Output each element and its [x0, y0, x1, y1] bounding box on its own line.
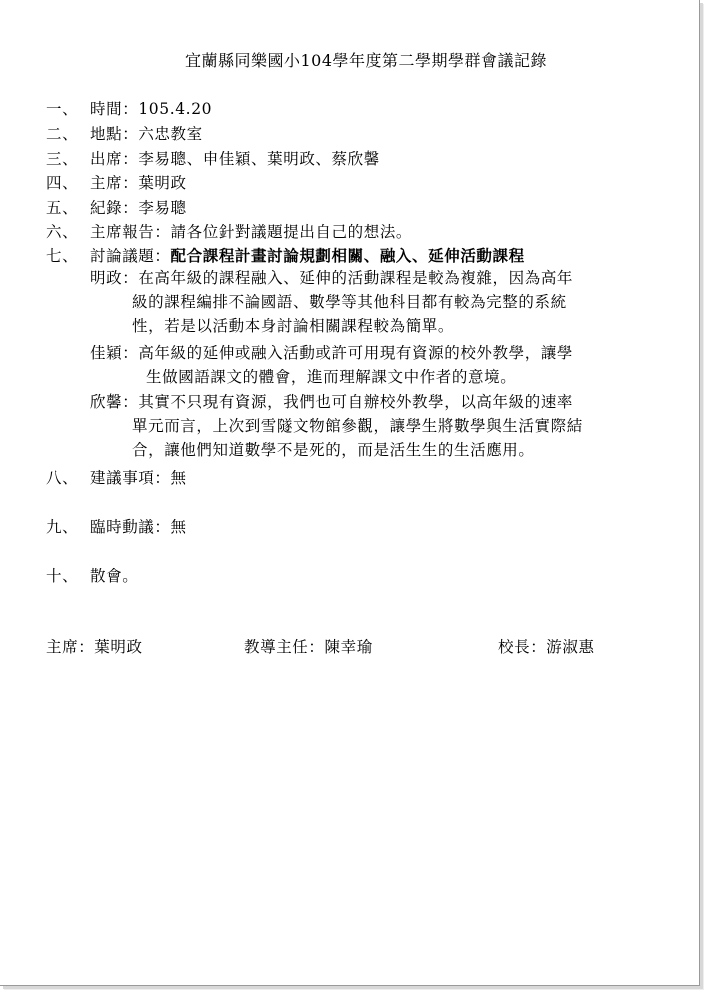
- item-number: 八、: [46, 469, 79, 487]
- discussion-text: 其實不只現有資源，我們也可自辦校外教學，以高年級的速率: [138, 393, 574, 411]
- item-recorder: [46, 196, 187, 218]
- item-label: 臨時動議：: [90, 518, 171, 536]
- item-location: [46, 122, 203, 144]
- item-value: 配合課程計畫討論規劃相關、融入、延伸活動課程: [170, 246, 525, 265]
- item-extempore-motion: [46, 515, 187, 537]
- item-adjourn: [46, 564, 138, 586]
- item-number: 九、: [46, 518, 79, 536]
- item-number: 七、: [46, 247, 79, 265]
- discussion-entry: [90, 390, 583, 462]
- item-number: 五、: [46, 199, 79, 217]
- discussion-text: 性，若是以活動本身討論相關課程較為簡單。: [132, 317, 455, 335]
- item-value: 無: [170, 469, 187, 487]
- item-value: 葉明政: [138, 174, 187, 192]
- item-label: 時間：: [90, 100, 139, 118]
- item-discussion-topic: [46, 244, 525, 266]
- item-chair: [46, 171, 187, 193]
- item-number: 一、: [46, 100, 79, 118]
- item-label: 討論議題：: [90, 247, 171, 265]
- signature-principal: 校長：游淑惠: [498, 638, 595, 656]
- item-value: 李易聰: [138, 199, 187, 217]
- discussion-text: 高年級的延伸或融入活動或許可用現有資源的校外教學，讓學: [138, 344, 574, 362]
- item-chair-report: [46, 220, 412, 242]
- discussion-text: 在高年級的課程融入、延伸的活動課程是較為複雜，因為高年: [138, 269, 574, 287]
- speaker-name: 明政：: [90, 269, 139, 287]
- discussion-entry: [90, 266, 573, 338]
- item-label: 紀錄：: [90, 199, 139, 217]
- item-number: 十、: [46, 567, 79, 585]
- item-value: 李易聰、申佳穎、葉明政、蔡欣馨: [138, 150, 380, 168]
- item-value: 105.4.20: [138, 100, 213, 118]
- speaker-name: 欣馨：: [90, 393, 139, 411]
- discussion-text: 合，讓他們知道數學不是死的，而是活生生的生活應用。: [132, 441, 535, 459]
- speaker-name: 佳穎：: [90, 344, 139, 362]
- item-number: 二、: [46, 125, 79, 143]
- item-suggestions: [46, 466, 187, 488]
- item-number: 三、: [46, 150, 79, 168]
- discussion-text: 單元而言，上次到雪隧文物館參觀，讓學生將數學與生活實際結: [132, 417, 583, 435]
- item-value: 六忠教室: [138, 125, 203, 143]
- item-label: 主席報告：: [90, 223, 171, 241]
- item-attendees: [46, 147, 380, 169]
- item-label: 地點：: [90, 125, 139, 143]
- item-time: [46, 97, 212, 119]
- discussion-text: 生做國語課文的體會，進而理解課文中作者的意境。: [146, 368, 517, 386]
- item-number: 四、: [46, 174, 79, 192]
- item-value: 請各位針對議題提出自己的想法。: [170, 223, 413, 241]
- signature-director: 教導主任：陳幸瑜: [244, 638, 373, 656]
- discussion-entry: [90, 341, 573, 389]
- item-label: 散會。: [90, 567, 139, 585]
- signature-chair: 主席：葉明政: [46, 638, 143, 656]
- item-label: 出席：: [90, 150, 139, 168]
- item-label: 主席：: [90, 174, 139, 192]
- discussion-text: 級的課程編排不論國語、數學等其他科目都有較為完整的系統: [132, 293, 567, 311]
- document-title: 宜蘭縣同樂國小104學年度第二學期學群會議記錄: [185, 51, 548, 70]
- item-number: 六、: [46, 223, 79, 241]
- item-label: 建議事項：: [90, 469, 171, 487]
- item-value: 無: [170, 518, 187, 536]
